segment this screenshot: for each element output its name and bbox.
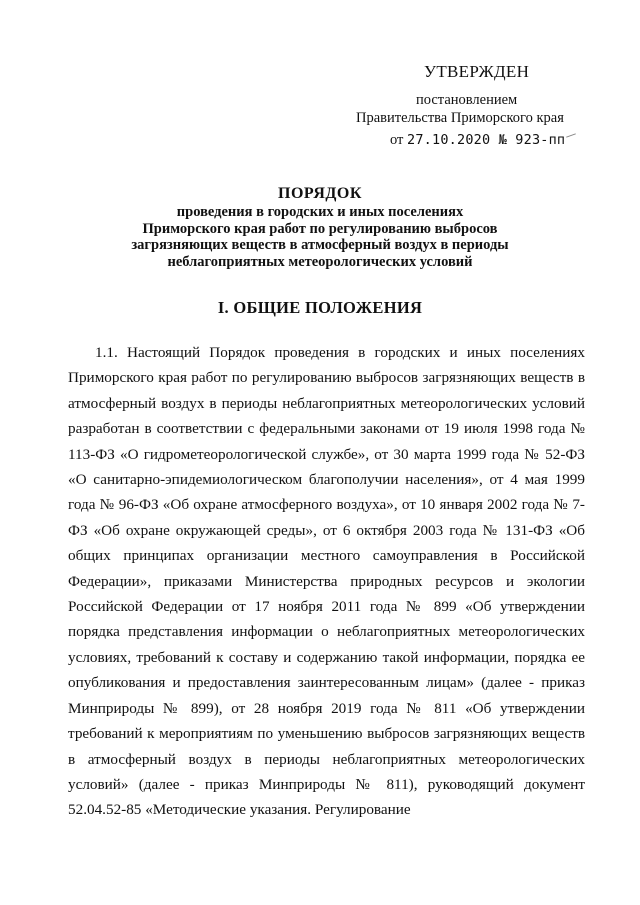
approval-resolution-label: постановлением: [416, 92, 518, 108]
section-heading: I. ОБЩИЕ ПОЛОЖЕНИЯ: [217, 298, 423, 317]
document-subtitle-line-1: проведения в городских и иных поселениях: [176, 204, 464, 220]
body-paragraph: 1.1. Настоящий Порядок проведения в городских и иных поселениях Приморского края работ по регулированию выбросов загрязняющих веществ в атмосферный воздух в периоды неблагоприятных метеорологических условий разработан в соответствии с федеральными законами от 19 июля 1998 года № 113-ФЗ «О гидрометеорологической службе», от 30 марта 1999 года № 52-ФЗ «О санитарно-эпидемиологическом благополучии населения», от 4 мая 1999 года № 96-ФЗ «Об охране атмосферного воздуха», от 10 января 2002 года № 7-ФЗ «Об охране окружающей среды», от 6 октября 2003 года № 131-ФЗ «Об общих принципах организации местного самоуправления в Российской Федерации», приказами Министерства природных ресурсов и экологии Российской Федерации от 17 ноября 2011 года № 899 «Об утверждении порядка представления информации о неблагоприятных метеорологических условиях, требований к составу и содержанию такой информации, порядка ее опубликования и предоставления заинтересованным лицам» (далее - приказ Минприроды № 899), от 28 ноября 2019 года № 811 «Об утверждении требований к мероприятиям по уменьшению выбросов загрязняющих веществ в атмосферный воздух в периоды неблагоприятных метеорологических условий» (далее - приказ Минприроды № 811), руководящий документ 52.04.52-85 «Методические указания. Регулирование: [68, 344, 585, 819]
approval-title: УТВЕРЖДЕН: [424, 62, 530, 81]
approval-authority: Правительства Приморского края: [356, 110, 564, 126]
approval-date-number: [390, 132, 565, 149]
document-subtitle-line-2: Приморского края работ по регулированию выбросов: [142, 220, 498, 237]
document-title: ПОРЯДОК: [278, 185, 362, 202]
approval-date-prefix: от: [390, 132, 404, 148]
approval-date-stamp: 27.10.2020 № 923-пп: [407, 132, 566, 148]
document-subtitle-line-4: неблагоприятных метеорологических условий: [167, 253, 473, 270]
scan-mark: [566, 133, 576, 137]
document-subtitle-line-3: загрязняющих веществ в атмосферный воздух в периоды: [131, 237, 509, 253]
document-title-block: [0, 184, 640, 270]
